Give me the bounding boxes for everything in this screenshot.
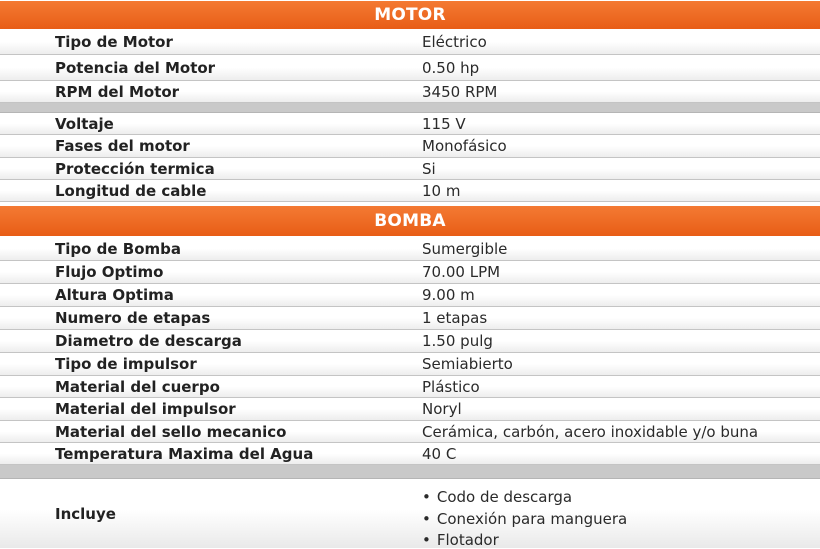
spec-label: Potencia del Motor [55,58,216,77]
spec-value: Semiabierto [422,355,513,373]
spec-label: Tipo de impulsor [55,355,197,373]
spec-row-flujo-optimo [0,261,820,284]
spec-row-tipo-de-impulsor [0,353,820,376]
spec-label: Protección termica [55,159,215,178]
spec-row-rpm-del-motor [0,81,820,103]
spec-row-tipo-de-bomba [0,237,820,261]
spec-label: Tipo de Motor [55,33,173,51]
motor-section-header: MOTOR [0,0,820,30]
spec-row-proteccion-termica [0,158,820,180]
spec-value: 115 V [422,114,466,133]
spec-value: Si [422,159,436,178]
row-separator [0,103,820,113]
spec-row-diametro-de-descarga [0,330,820,353]
spec-row-material-del-impulsor [0,398,820,421]
spec-row-fases-del-motor [0,135,820,158]
list-item-text: Codo de descarga [436,488,573,506]
spec-value: Cerámica, carbón, acero inoxidable y/o buna [422,422,759,441]
bullet-icon: • [422,488,431,506]
spec-value: Sumergible [422,239,508,258]
spec-label: Temperatura Maxima del Agua [55,444,314,463]
spec-value: 3450 RPM [422,82,498,101]
bullet-icon: • [422,531,431,549]
row-separator [0,465,820,479]
spec-label: Diametro de descarga [55,332,242,350]
list-item [422,531,499,549]
list-item [422,488,572,506]
spec-value: 40 C [422,444,457,463]
spec-value: 10 m [422,181,461,200]
spec-label: Fases del motor [55,137,190,155]
spec-row-potencia-del-motor [0,55,820,81]
spec-label: Tipo de Bomba [55,239,181,258]
spec-value: Eléctrico [422,33,487,51]
list-item-text: Conexión para manguera [436,510,628,528]
spec-label: Flujo Optimo [55,263,164,281]
spec-label: Altura Optima [55,286,174,304]
spec-row-temperatura-maxima-del-agua [0,443,820,465]
spec-value: 1.50 pulg [422,332,493,350]
list-item [422,510,627,528]
spec-value: Plástico [422,377,480,396]
list-item-text: Flotador [436,531,499,549]
spec-value: Noryl [422,400,462,418]
spec-label: Voltaje [55,114,114,133]
spec-row-material-del-cuerpo [0,376,820,398]
spec-row-numero-de-etapas [0,307,820,330]
spec-label: Longitud de cable [55,181,207,200]
spec-row-voltaje [0,113,820,135]
bomba-section-header: BOMBA [0,205,820,237]
spec-label: Numero de etapas [55,309,211,327]
spec-row-altura-optima [0,284,820,307]
spec-row-tipo-de-motor [0,30,820,55]
spec-label: Material del sello mecanico [55,422,287,441]
spec-value: 70.00 LPM [422,263,501,281]
spec-row-incluye [0,479,820,548]
spec-value: 0.50 hp [422,58,480,77]
spec-label: Incluye [55,504,116,523]
spec-value: 1 etapas [422,309,488,327]
bullet-icon: • [422,510,431,528]
spec-label: Material del impulsor [55,400,236,418]
spec-label: RPM del Motor [55,82,180,101]
spec-value: 9.00 m [422,286,475,304]
spec-value: Monofásico [422,137,507,155]
spec-row-material-del-sello-mecanico [0,421,820,443]
spec-row-longitud-de-cable [0,180,820,202]
spec-label: Material del cuerpo [55,377,220,396]
